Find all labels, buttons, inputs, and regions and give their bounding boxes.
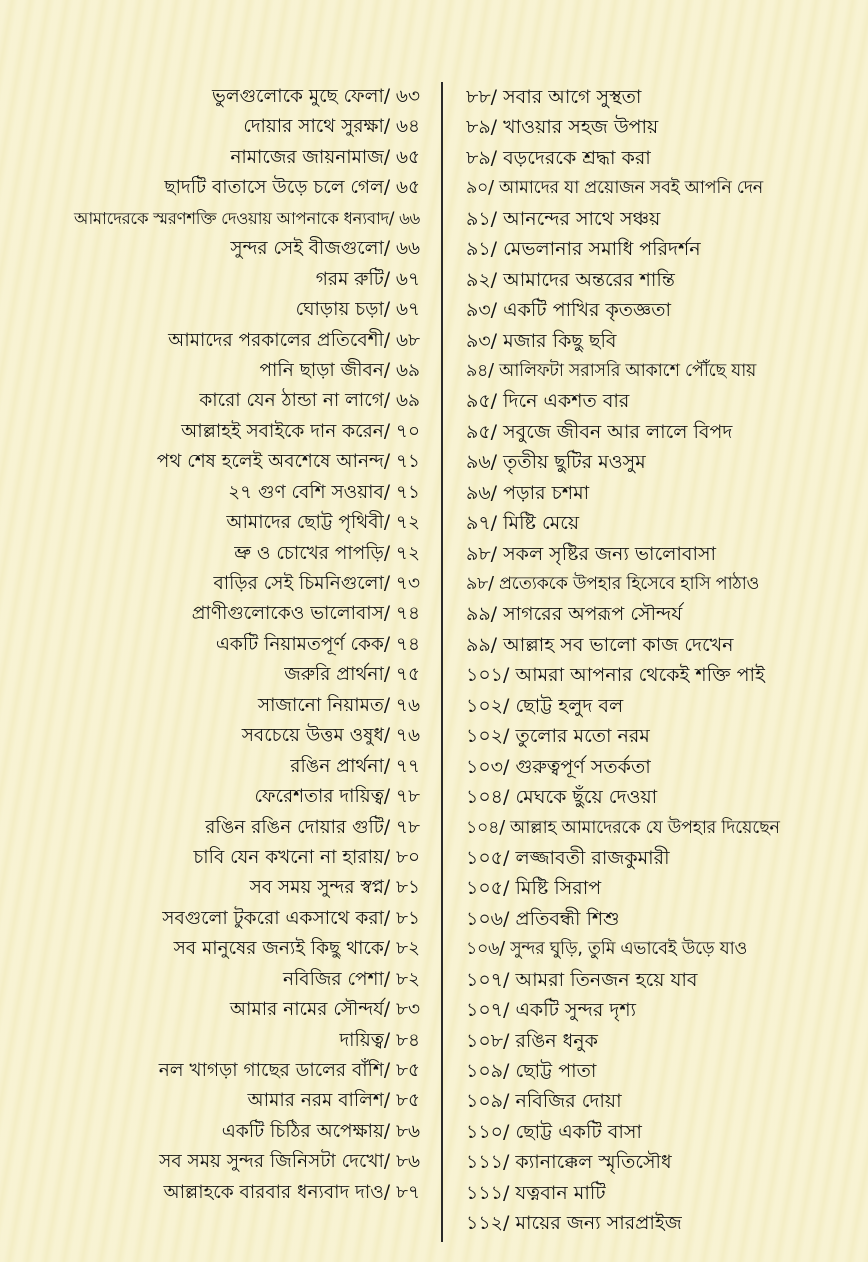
toc-entry: গরম রুটি/ ৬৭ (315, 268, 420, 290)
toc-entry: ৯১/ মেভলানার সমাধি পরিদর্শন (466, 238, 701, 261)
toc-entry: ১০৩/ গুরুত্বপূর্ণ সতর্কতা (466, 755, 651, 778)
toc-entry: ৯৫/ দিনে একশত বার (466, 390, 630, 413)
toc-entry: সুন্দর সেই বীজগুলো/ ৬৬ (230, 238, 420, 260)
toc-entry: ১১০/ ছোট্ট একটি বাসা (466, 1120, 642, 1143)
toc-entry: সব মানুষের জন্যই কিছু থাকে/ ৮২ (173, 938, 420, 960)
column-divider (441, 82, 443, 1242)
toc-entry: ১০৭/ আমরা তিনজন হয়ে যাব (466, 968, 698, 991)
toc-entry: ১০৫/ লজ্জাবতী রাজকুমারী (466, 846, 670, 869)
toc-entry: ১০২/ ছোট্ট হলুদ বল (466, 694, 624, 717)
toc-entry: ১০৮/ রঙিন ধনুক (466, 1029, 598, 1052)
toc-entry: ৯০/ আমাদের যা প্রয়োজন সবই আপনি দেন (466, 178, 763, 199)
toc-entry: বাড়ির সেই চিমনিগুলো/ ৭৩ (213, 573, 420, 594)
toc-entry: একটি চিঠির অপেক্ষায়/ ৮৬ (221, 1120, 420, 1142)
toc-entry: ১০২/ তুলোর মতো নরম (466, 725, 650, 748)
toc-entry: ৯৩/ মজার কিছু ছবি (466, 329, 617, 352)
toc-entry: ১০৬/ সুন্দর ঘুড়ি, তুমি এভাবেই উড়ে যাও (466, 939, 748, 960)
toc-entry: আল্লাহই সবাইকে দান করেন/ ৭০ (181, 420, 420, 442)
toc-entry: ৯৬/ তৃতীয় ছুটির মওসুম (466, 451, 646, 474)
toc-entry: ৯৮/ প্রত্যেককে উপহার হিসেবে হাসি পাঠাও (466, 574, 760, 594)
toc-entry: ৮৯/ খাওয়ার সহজ উপায় (466, 116, 659, 139)
toc-entry: ১০৪/ আল্লাহ আমাদেরকে যে উপহার দিয়েছেন (466, 817, 780, 838)
toc-entry: আমার নরম বালিশ/ ৮৫ (247, 1090, 420, 1112)
toc-entry: ১১১/ যত্নবান মাটি (466, 1181, 606, 1204)
toc-entry: ৯৩/ একটি পাখির কৃতজ্ঞতা (466, 299, 672, 322)
toc-left-column (20, 82, 420, 1208)
toc-entry: ১০৫/ মিষ্টি সিরাপ (466, 877, 602, 900)
toc-entry: ৯৪/ আলিফটা সরাসরি আকাশে পৌঁছে যায় (466, 360, 757, 381)
toc-entry: সব সময় সুন্দর জিনিসটা দেখো/ ৮৬ (159, 1151, 420, 1173)
toc-entry: আমাদের ছোট্ট পৃথিবী/ ৭২ (226, 512, 420, 534)
toc-entry: চাবি যেন কখনো না হারায়/ ৮০ (193, 846, 420, 868)
toc-entry: আমাদেরকে স্মরণশক্তি দেওয়ায় আপনাকে ধন্যবাদ/ ৬৬ (73, 208, 420, 228)
toc-entry: দোয়ার সাথে সুরক্ষা/ ৬৪ (243, 116, 420, 138)
toc-entry: জরুরি প্রার্থনা/ ৭৫ (284, 664, 420, 686)
toc-entry: ৯৭/ মিষ্টি মেয়ে (466, 512, 580, 535)
toc-entry: নল খাগড়া গাছের ডালের বাঁশি/ ৮৫ (158, 1060, 420, 1081)
toc-entry: রঙিন রঙিন দোয়ার গুটি/ ৭৮ (205, 816, 420, 838)
toc-entry: ১১২/ মায়ের জন্য সারপ্রাইজ (466, 1212, 682, 1235)
toc-entry: ১০৬/ প্রতিবন্ধী শিশু (466, 907, 620, 930)
toc-entry: আমাদের পরকালের প্রতিবেশী/ ৬৮ (168, 329, 420, 351)
toc-entry: পথ শেষ হলেই অবশেষে আনন্দ/ ৭১ (156, 451, 420, 473)
toc-entry: ফেরেশতার দায়িত্ব/ ৭৮ (254, 786, 420, 808)
toc-entry: আল্লাহকে বারবার ধন্যবাদ দাও/ ৮৭ (163, 1181, 420, 1203)
toc-entry: ১০৭/ একটি সুন্দর দৃশ্য (466, 999, 637, 1022)
toc-entry: ঘোড়ায় চড়া/ ৬৭ (295, 299, 420, 321)
toc-entry: ২৭ গুণ বেশি সওয়াব/ ৭১ (228, 481, 420, 503)
toc-entry: ৯১/ আনন্দের সাথে সঞ্চয় (466, 207, 661, 230)
toc-entry: কারো যেন ঠান্ডা না লাগে/ ৬৯ (199, 390, 420, 412)
toc-entry: রঙিন প্রার্থনা/ ৭৭ (290, 755, 420, 777)
toc-entry: নামাজের জায়নামাজ/ ৬৫ (230, 146, 420, 168)
toc-entry: ১০৯/ ছোট্ট পাতা (466, 1060, 597, 1082)
toc-entry: একটি নিয়ামতপূর্ণ কেক/ ৭৪ (215, 633, 420, 655)
toc-entry: ছাদটি বাতাসে উড়ে চলে গেল/ ৬৫ (164, 177, 420, 199)
toc-entry: ভুলগুলোকে মুছে ফেলা/ ৬৩ (212, 86, 420, 107)
toc-entry: সব সময় সুন্দর স্বপ্ন/ ৮১ (249, 877, 420, 899)
toc-entry: ভ্রু ও চোখের পাপড়ি/ ৭২ (234, 542, 420, 564)
toc-entry: সবচেয়ে উত্তম ওষুধ/ ৭৬ (241, 725, 420, 747)
toc-entry: ১০৯/ নবিজির দোয়া (466, 1090, 622, 1113)
toc-entry: ৯৯/ সাগরের অপরূপ সৌন্দর্য (466, 603, 683, 626)
toc-entry: সাজানো নিয়ামত/ ৭৬ (257, 694, 420, 716)
toc-entry: আমার নামের সৌন্দর্য/ ৮৩ (229, 999, 420, 1021)
toc-right-column (466, 82, 864, 1239)
toc-entry: ৯২/ আমাদের অন্তরের শান্তি (466, 268, 675, 291)
toc-entry: ৯৮/ সকল সৃষ্টির জন্য ভালোবাসা (466, 542, 717, 565)
toc-entry: প্রাণীগুলোকেও ভালোবাস/ ৭৪ (191, 603, 420, 625)
toc-entry: ৯৫/ সবুজে জীবন আর লালে বিপদ (466, 420, 733, 443)
toc-entry: ৯৯/ আল্লাহ সব ভালো কাজ দেখেন (466, 633, 734, 656)
toc-entry: নবিজির পেশা/ ৮২ (282, 968, 420, 990)
toc-entry: দায়িত্ব/ ৮৪ (339, 1029, 420, 1051)
toc-entry: ৯৬/ পড়ার চশমা (466, 481, 590, 504)
toc-entry: ১১১/ ক্যানাক্কেল স্মৃতিসৌধ (466, 1151, 672, 1174)
toc-entry: ৮৮/ সবার আগে সুস্থতা (466, 86, 642, 108)
toc-entry: ১০১/ আমরা আপনার থেকেই শক্তি পাই (466, 664, 765, 687)
toc-entry: পানি ছাড়া জীবন/ ৬৯ (259, 359, 420, 381)
toc-entry: সবগুলো টুকরো একসাথে করা/ ৮১ (162, 907, 420, 929)
toc-entry: ১০৪/ মেঘকে ছুঁয়ে দেওয়া (466, 786, 658, 809)
toc-entry: ৮৯/ বড়দেরকে শ্রদ্ধা করা (466, 146, 651, 169)
